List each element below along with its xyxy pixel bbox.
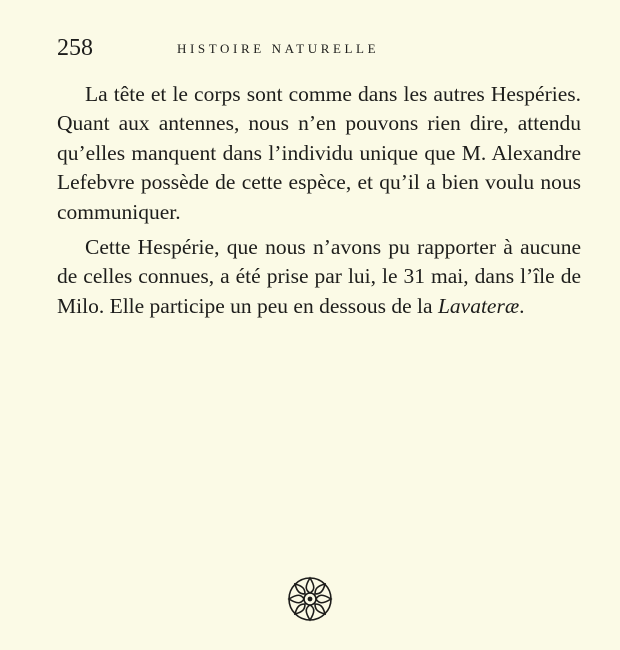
running-head: HISTOIRE NATURELLE <box>177 41 380 56</box>
page-number: 258 <box>57 35 93 61</box>
paragraph-1: La tête et le corps sont comme dans les autres Hespéries. Quant aux antennes, nous n’en pouvons rien dire, attendu qu’elles manquent dans l’individu unique que M. Alexandre Lefebvre possède de cette espèce, et qu’il a bien voulu nous communiquer. <box>57 82 581 224</box>
species-name: Lavateræ <box>437 293 520 318</box>
paragraph-2-text: Cette Hespérie, que nous n’avons pu rapporter à aucune de celles connues, a été prise par lui, le 31 mai, dans l’île de Milo. Elle participe un peu en dessous de la <box>57 235 581 318</box>
paragraph-2-end: . <box>519 293 525 318</box>
paragraph-2 <box>57 233 581 321</box>
body-text <box>57 80 581 321</box>
page-header <box>57 34 577 66</box>
rosette-ornament-icon <box>285 574 335 624</box>
